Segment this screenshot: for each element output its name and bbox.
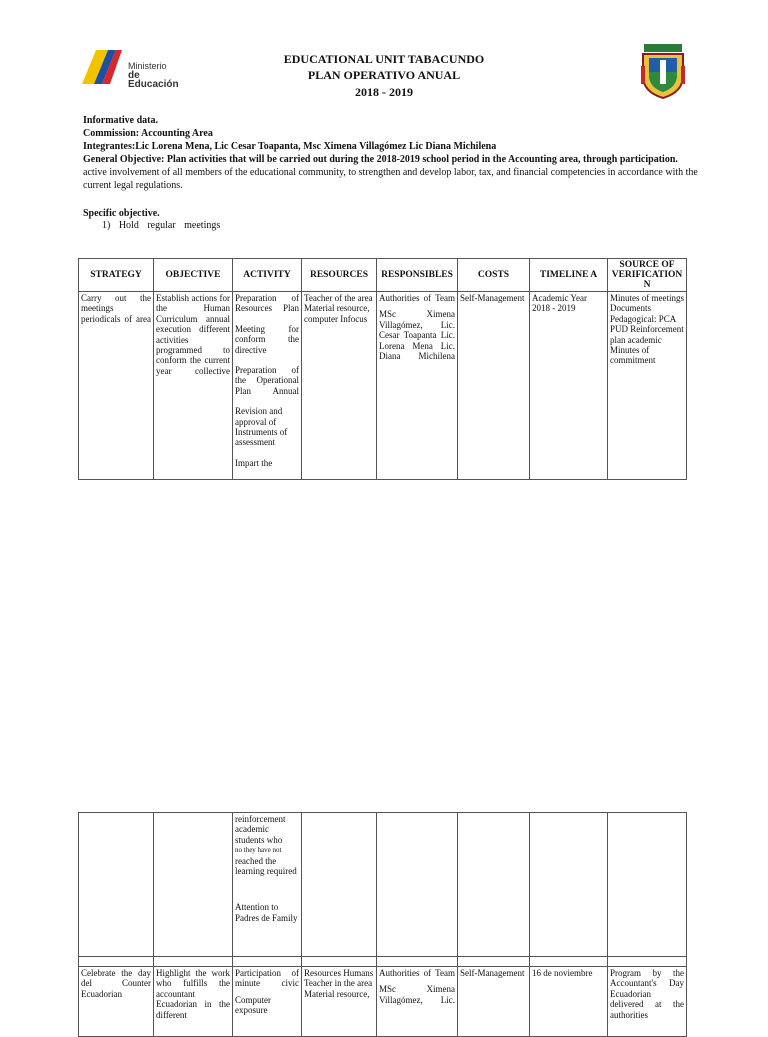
plan-title: PLAN OPERATIVO ANUAL <box>307 68 461 82</box>
operational-plan-table-continued <box>78 812 687 1037</box>
cell-costs: Self-Management <box>458 292 530 480</box>
table-row <box>79 813 687 957</box>
cell-resources: Teacher of the area Material resource, computer Infocus <box>302 292 377 480</box>
ministry-logo-line1: Ministerio <box>128 61 167 71</box>
ministry-logo <box>82 50 192 90</box>
cell-objective: Establish actions for the Human Curriculum annual execution different activities programmed to conform the current year collective <box>154 292 233 480</box>
cell-responsibles: Authorities of Team MSc Ximena Villagómez, Lic. Cesar Toapanta Lic. Lorena Mena Lic. Diana Michilena <box>377 292 458 480</box>
header-strategy: STRATEGY <box>79 259 154 292</box>
year-title: 2018 - 2019 <box>355 85 413 99</box>
activity-item: Meeting for conform the directive <box>235 323 299 355</box>
header-objective: OBJECTIVE <box>154 259 233 292</box>
cell-costs: Self-Management <box>458 967 530 1037</box>
activity-item: Preparation of the Operational Plan Annual <box>235 365 299 396</box>
school-crest-icon <box>638 42 688 100</box>
cell-strategy: Celebrate the day del Counter Ecuadorian <box>79 967 154 1037</box>
school-title: EDUCATIONAL UNIT TABACUNDO <box>283 52 485 66</box>
commission-line: Commission: Accounting Area <box>83 128 213 139</box>
ministry-flag-icon <box>82 50 122 84</box>
cell-activity: reinforcement academic students who no they have not reached the learning required Attention to Padres de Family <box>233 813 302 957</box>
header-source-of-verification: SOURCE OF VERIFICATION N <box>608 259 687 292</box>
operational-plan-table <box>78 258 687 480</box>
specific-objective-item: 1) Hold regular meetings <box>102 220 221 231</box>
cell-resources: Resources Humans Teacher in the area Material resource, <box>302 967 377 1037</box>
table-row <box>79 967 687 1037</box>
activity-item: Impart the <box>235 457 273 468</box>
ministry-logo-line2: de Educación <box>128 70 179 90</box>
cell-objective: Highlight the work who fulfills the accountant Ecuadorian in the different <box>154 967 233 1037</box>
general-objective: General Objective: Plan activities that will be carried out during the 2018-2019 school period in the Accounting area, through participation. <box>83 154 678 165</box>
specific-objective-label: Specific objective. <box>83 208 160 219</box>
general-objective-continuation: active involvement of all members of the educational community, to strengthen and develop labor, tax, and financial competencies in accordance with the current legal regulations. <box>83 167 698 191</box>
header-activity: ACTIVITY <box>233 259 302 292</box>
header-responsibles: RESPONSIBLES <box>377 259 458 292</box>
table-row <box>79 292 687 480</box>
header-timeline: TIMELINE A <box>530 259 608 292</box>
cell-verification: Program by the Accountant's Day Ecuadorian delivered at the authorities <box>608 967 687 1037</box>
table-header-row <box>79 259 687 292</box>
cell-strategy: Carry out the meetings periodicals of area <box>79 292 154 480</box>
header-resources: RESOURCES <box>302 259 377 292</box>
cell-timeline: Academic Year 2018 - 2019 <box>530 292 608 480</box>
cell-activity: Participation of minute civic Computer exposure <box>233 967 302 1037</box>
cell-responsibles: Authorities of Team MSc Ximena Villagómez, Lic. <box>377 967 458 1037</box>
members-line: Integrantes:Lic Lorena Mena, Lic Cesar Toapanta, Msc Ximena Villagómez Lic Diana Michilena <box>83 141 497 152</box>
header-costs: COSTS <box>458 259 530 292</box>
activity-item: Preparation of Resources Plan <box>235 293 299 314</box>
table-spacer-row <box>79 957 687 967</box>
activity-item: Revision and approval of Instruments of assessment <box>235 406 288 448</box>
cell-timeline: 16 de noviembre <box>530 967 608 1037</box>
cell-verification: Minutes of meetings Documents Pedagogical: PCA PUD Reinforcement plan academic Minutes of commitment <box>608 292 687 480</box>
cell-activity <box>233 292 302 480</box>
informative-data-label: Informative data. <box>83 115 158 126</box>
